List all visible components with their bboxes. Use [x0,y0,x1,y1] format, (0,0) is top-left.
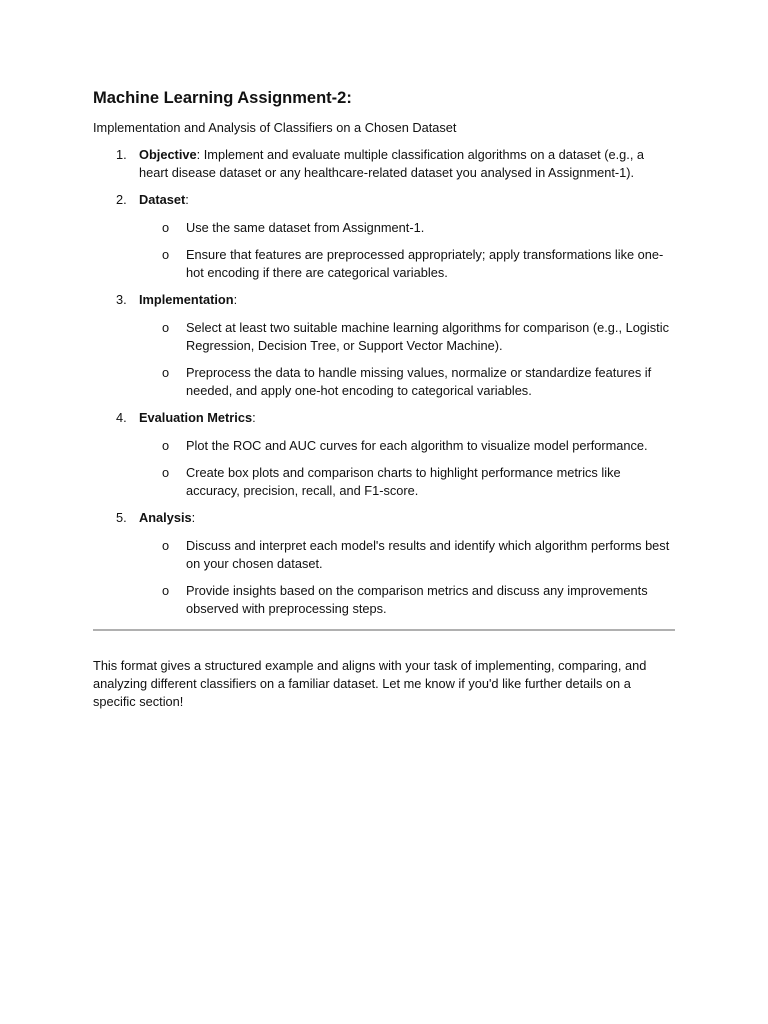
section-implementation [93,291,675,400]
bullet-marker: o [162,365,170,380]
section-number: 1. [116,147,127,162]
bullet-text: Plot the ROC and AUC curves for each algorithm to visualize model performance. [186,438,648,453]
document-subtitle: Implementation and Analysis of Classifiers on a Chosen Dataset [93,120,457,135]
bullet-item [139,582,675,618]
section-number: 5. [116,510,127,525]
bullet-marker: o [162,538,170,553]
section-analysis [93,509,675,618]
section-label: Analysis [139,510,192,525]
document-page [93,88,675,711]
horizontal-divider [93,629,675,631]
bullet-text: Discuss and interpret each model's results and identify which algorithm performs best on your chosen dataset. [186,538,670,571]
bullet-list [139,437,675,500]
section-text: : Implement and evaluate multiple classification algorithms on a dataset (e.g., a heart disease dataset or any healthcare-related dataset you analysed in Assignment-1). [139,147,645,180]
bullet-marker: o [162,247,170,262]
bullet-item [139,219,675,237]
bullet-list [139,537,675,618]
bullet-marker: o [162,438,170,453]
bullet-item [139,464,675,500]
section-label: Objective [139,147,197,162]
bullet-text: Preprocess the data to handle missing values, normalize or standardize features if needed, and apply one-hot encoding to categorical variables. [186,365,652,398]
section-label: Dataset [139,192,186,207]
section-text: : [185,192,189,207]
section-text: : [191,510,196,525]
bullet-marker: o [162,465,170,480]
bullet-marker: o [162,320,170,335]
section-number: 4. [116,410,127,425]
section-list [93,146,675,618]
bullet-marker: o [162,220,170,235]
section-evaluation-metrics [93,409,675,500]
bullet-item [139,537,675,573]
bullet-item [139,437,675,455]
bullet-list [139,319,675,400]
bullet-item [139,364,675,400]
bullet-text: Ensure that features are preprocessed appropriately; apply transformations like one-hot encoding if there are categorical variables. [186,247,664,280]
section-text: : [233,292,238,307]
bullet-list [139,219,675,282]
bullet-item [139,246,675,282]
bullet-text: Select at least two suitable machine learning algorithms for comparison (e.g., Logistic Regression, Decision Tree, or Support Vector Machine). [186,320,669,353]
bullet-text: Use the same dataset from Assignment-1. [186,220,425,235]
section-label: Implementation [139,292,234,307]
section-number: 3. [116,292,127,307]
bullet-item [139,319,675,355]
bullet-marker: o [162,583,170,598]
section-label: Evaluation Metrics [139,410,253,425]
section-text: : [252,410,256,425]
closing-paragraph: This format gives a structured example and aligns with your task of implementing, comparing, and analyzing different classifiers on a familiar dataset. Let me know if you'd like further details on a specific section! [93,658,647,709]
bullet-text: Create box plots and comparison charts to highlight performance metrics like accuracy, precision, recall, and F1-score. [186,465,621,498]
document-title: Machine Learning Assignment-2: [93,89,352,107]
bullet-text: Provide insights based on the comparison metrics and discuss any improvements observed with preprocessing steps. [186,583,648,616]
section-objective [93,146,675,182]
section-number: 2. [116,192,127,207]
section-dataset [93,191,675,282]
